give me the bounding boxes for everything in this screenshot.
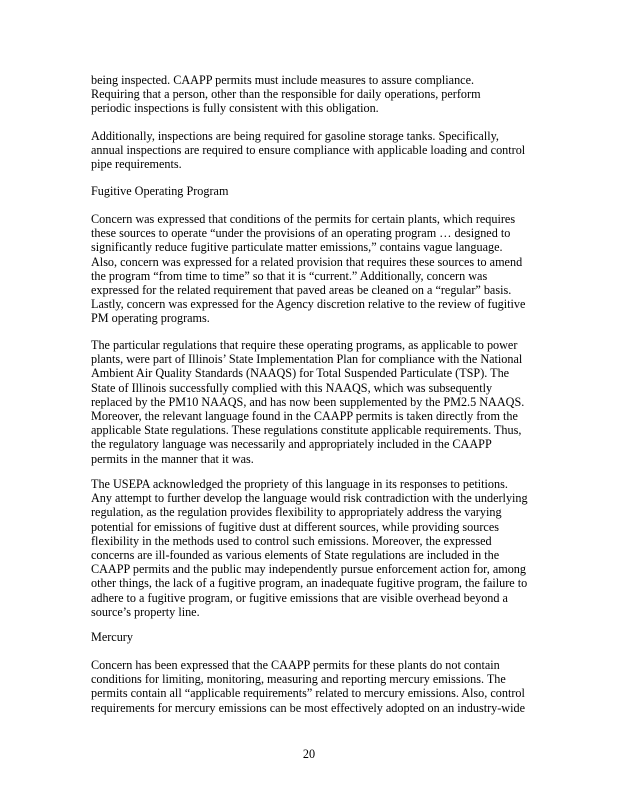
paragraph-particular-regulations <box>91 338 566 466</box>
text-line: Moreover, the relevant language found in the CAAPP permits is taken directly from the <box>91 409 518 424</box>
text-line: source’s property line. <box>91 604 200 619</box>
text-line: adhere to a fugitive program, or fugitive emissions that are visible overhead beyond a <box>91 590 508 605</box>
text-line: annual inspections are required to ensure compliance with applicable loading and control <box>91 143 526 158</box>
text-line: plants, were part of Illinois’ State Implementation Plan for compliance with the National <box>91 352 523 367</box>
paragraph-usepa-propriety <box>91 477 566 619</box>
text-line: replaced by the PM10 NAAQS, and has now been supplemented by the PM2.5 NAAQS. <box>91 394 525 409</box>
text-line: these sources to operate “under the provisions of an operating program … designed to <box>91 226 511 241</box>
text-line: applicable State regulations. These regulations constitute applicable requirements. Thus, <box>91 423 522 438</box>
text-line: the regulatory language was necessarily and appropriately included in the CAAPP <box>91 437 492 452</box>
text-line: significantly reduce fugitive particulate matter emissions,” contains vague language. <box>91 240 503 255</box>
text-line: concerns are ill-founded as various elements of State regulations are included in the <box>91 548 500 563</box>
text-line: potential for emissions of fugitive dust at different sources, while providing sources <box>91 519 499 534</box>
text-line: Any attempt to further develop the language would risk contradiction with the underlying <box>91 491 528 506</box>
text-line: conditions for limiting, monitoring, measuring and reporting mercury emissions. The <box>91 672 506 687</box>
text-line: PM operating programs. <box>91 311 210 326</box>
text-line: The particular regulations that require these operating programs, as applicable to power <box>91 338 518 352</box>
text-line: pipe requirements. <box>91 157 182 172</box>
text-line: the program “from time to time” so that it is “current.” Additionally, concern was <box>91 268 488 283</box>
text-line: Requiring that a person, other than the responsible for daily operations, perform <box>91 87 481 102</box>
text-line: expressed for the related requirement that paved areas be cleaned on a “regular” basis. <box>91 283 512 298</box>
text-line: regulation, as the regulation provides flexibility to appropriately address the varying <box>91 505 502 520</box>
text-line: permits in the manner that it was. <box>91 451 254 466</box>
text-line: The USEPA acknowledged the propriety of this language in its responses to petitions. <box>91 477 508 491</box>
text-line: other things, the lack of a fugitive program, an inadequate fugitive program, the failure to <box>91 576 528 591</box>
text-line: Concern has been expressed that the CAAPP permits for these plants do not contain <box>91 658 500 672</box>
paragraph-mercury-concerns <box>91 658 566 715</box>
section-heading-fugitive-operating-program: Fugitive Operating Program <box>91 184 229 198</box>
text-line: State of Illinois successfully complied with this NAAQS, which was subsequently <box>91 380 493 395</box>
paragraph-fugitive-concerns <box>91 212 566 326</box>
text-line: flexibility in the methods used to control such emissions. Moreover, the expressed <box>91 533 492 548</box>
paragraph-gasoline-tanks <box>91 129 566 172</box>
text-line: permits contain all “applicable requirements” related to mercury emissions. Also, control <box>91 686 525 701</box>
text-line: Ambient Air Quality Standards (NAAQS) for Total Suspended Particulate (TSP). The <box>91 366 510 381</box>
paragraph-inspection-compliance <box>91 73 566 116</box>
text-line: Concern was expressed that conditions of the permits for certain plants, which requires <box>91 212 516 226</box>
text-line: being inspected. CAAPP permits must include measures to assure compliance. <box>91 73 475 87</box>
text-line: periodic inspections is fully consistent with this obligation. <box>91 101 379 116</box>
text-line: Also, concern was expressed for a related provision that requires these sources to amend <box>91 254 523 269</box>
text-line: Lastly, concern was expressed for the Agency discretion relative to the review of fugitive <box>91 297 526 312</box>
text-line: Additionally, inspections are being required for gasoline storage tanks. Specifically, <box>91 129 499 143</box>
text-line: requirements for mercury emissions can be most effectively adopted on an industry-wide <box>91 700 525 715</box>
page-number: 20 <box>302 747 316 761</box>
text-line: CAAPP permits and the public may independently pursue enforcement action for, among <box>91 562 526 577</box>
section-heading-mercury: Mercury <box>91 630 133 644</box>
